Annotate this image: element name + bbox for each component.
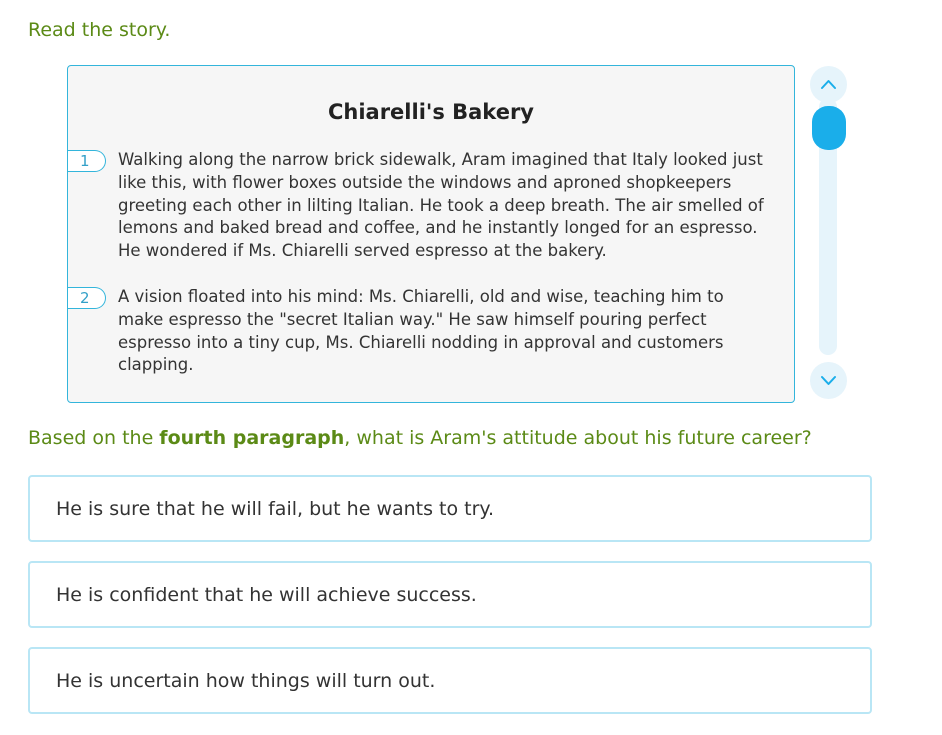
story-title: Chiarelli's Bakery <box>327 100 535 124</box>
scrollbar-thumb[interactable] <box>812 106 846 150</box>
scroll-up-button[interactable] <box>810 66 847 103</box>
story-paragraph-2: A vision floated into his mind: Ms. Chiarelli, old and wise, teaching him to make espresso the "secret Italian way." He saw himself pouring perfect espresso into a tiny cup, Ms. Chiarelli nodding in approval and customers clapping. <box>118 287 724 375</box>
paragraph-number-2: 2 <box>67 287 106 309</box>
answer-option-1-label: He is sure that he will fail, but he wants to try. <box>56 498 495 520</box>
instruction-text: Read the story. <box>28 19 171 41</box>
story-passage <box>67 65 795 403</box>
answer-option-1[interactable] <box>28 475 872 542</box>
chevron-up-icon <box>820 77 837 92</box>
question-emphasis: fourth paragraph <box>159 427 345 449</box>
answer-option-2[interactable] <box>28 561 872 628</box>
answer-option-2-label: He is confident that he will achieve success. <box>56 584 477 606</box>
chevron-down-icon <box>820 373 837 388</box>
answer-option-3[interactable] <box>28 647 872 714</box>
question-suffix: , what is Aram's attitude about his future career? <box>344 427 812 449</box>
paragraph-number-1: 1 <box>67 150 106 172</box>
answer-option-3-label: He is uncertain how things will turn out. <box>56 670 436 692</box>
question-text <box>28 427 812 449</box>
story-paragraph-1: Walking along the narrow brick sidewalk, Aram imagined that Italy looked just like this, with flower boxes outside the windows and aproned shopkeepers greeting each other in lilting Italian. He took a deep breath. The air smelled of lemons and baked bread and coffee, and he instantly longed for an espresso. He wondered if Ms. Chiarelli served espresso at the bakery. <box>118 150 764 261</box>
scroll-down-button[interactable] <box>810 362 847 399</box>
question-prefix: Based on the <box>28 427 160 449</box>
